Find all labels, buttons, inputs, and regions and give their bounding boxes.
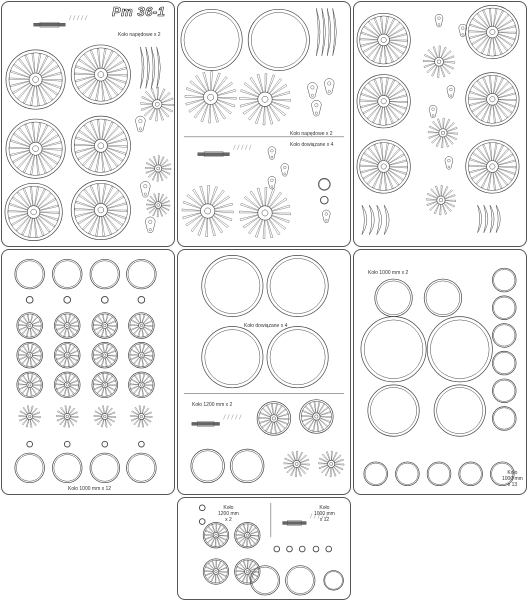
small-wheel-r3-4 bbox=[129, 372, 155, 398]
small-disc-1 bbox=[318, 178, 330, 190]
small-wheel-r2-4 bbox=[129, 342, 155, 368]
parts-sheet-4 bbox=[1, 249, 175, 495]
s7-wheel-2 bbox=[235, 523, 260, 548]
s7-tyre-2 bbox=[286, 566, 315, 595]
coupled-wheel-2 bbox=[357, 75, 410, 128]
sheet-2-caption-a: Koło napędowe x 2 bbox=[290, 131, 333, 137]
small-wheel-r3-3 bbox=[92, 372, 118, 398]
tyre-bottom-1 bbox=[15, 453, 45, 483]
tender-disc-1 bbox=[361, 317, 426, 382]
small-spokes-2 bbox=[56, 406, 78, 428]
small-wheel-r3-1 bbox=[17, 372, 43, 398]
crank-3 bbox=[145, 217, 155, 233]
coupled-spokes-1 bbox=[182, 185, 233, 236]
sheet-4-drawing bbox=[2, 250, 174, 494]
carrier-axle bbox=[192, 415, 241, 427]
small-disc-2 bbox=[320, 196, 328, 204]
tender-tyre-1 bbox=[375, 279, 413, 317]
coupled-tyre-2 bbox=[267, 255, 328, 316]
coupled-wheel-4 bbox=[466, 5, 519, 58]
parts-sheet-6 bbox=[353, 249, 527, 495]
tender-disc-4 bbox=[434, 385, 485, 436]
small-spokes-3 bbox=[94, 406, 116, 428]
spoke-star-1 bbox=[140, 87, 174, 121]
driving-wheel-4 bbox=[71, 116, 130, 175]
sheet-2-drawing bbox=[178, 2, 350, 246]
sheet-7-caption-b-line3: x 12 bbox=[319, 517, 330, 523]
s7-boss-2 bbox=[199, 519, 205, 525]
carrier-wheel-2 bbox=[300, 400, 334, 434]
driving-wheel-1 bbox=[6, 50, 65, 109]
small-wheel-r1-1 bbox=[17, 313, 43, 339]
coupled-wheel-3 bbox=[357, 140, 410, 193]
small-boss-1 bbox=[26, 296, 33, 303]
carrier-tyre-2 bbox=[230, 449, 264, 483]
driving-wheel-6 bbox=[71, 180, 130, 239]
tyre-top-2 bbox=[52, 259, 82, 289]
s7-small-ring-1 bbox=[274, 546, 280, 552]
tyre-top-3 bbox=[90, 259, 120, 289]
sheet-1-drawing bbox=[2, 2, 174, 246]
s7-small-ring-4 bbox=[313, 546, 319, 552]
s7-small-ring-5 bbox=[326, 546, 332, 552]
sheet-6-caption-b-line1: Koło bbox=[507, 470, 518, 476]
driving-tyre-1 bbox=[181, 9, 242, 70]
coupled-spokes-2 bbox=[239, 187, 290, 238]
driving-wheel-3 bbox=[6, 119, 65, 178]
sheet-2-caption-b: Koło dowiązane x 4 bbox=[290, 142, 334, 148]
small-boss-2 bbox=[64, 296, 71, 303]
tender-ring-side-4 bbox=[492, 351, 516, 375]
sheet-6-caption-b-line2: 1000 mm bbox=[502, 476, 523, 482]
sheet-6-caption-a: Koło 1000 mm x 2 bbox=[368, 270, 409, 276]
small-wheel-r2-3 bbox=[92, 342, 118, 368]
counterweight-arcs-4 bbox=[478, 205, 501, 233]
parts-sheet-1 bbox=[1, 1, 175, 247]
model-title: Pm 36-1 bbox=[112, 4, 166, 19]
small-boss-4 bbox=[138, 296, 145, 303]
crank-1 bbox=[135, 116, 145, 132]
parts-sheet-2 bbox=[177, 1, 351, 247]
driving-spokes-1 bbox=[185, 72, 236, 123]
s7-wheel-4 bbox=[235, 559, 260, 584]
small-spokes-4 bbox=[131, 406, 153, 428]
crank-8 bbox=[281, 164, 289, 177]
crank-2 bbox=[140, 181, 150, 197]
sheet-6-caption-b bbox=[502, 470, 523, 488]
tyre-top-4 bbox=[127, 259, 157, 289]
crank-11 bbox=[435, 14, 443, 27]
small-hub-3 bbox=[102, 441, 108, 447]
counterweight-arcs-3 bbox=[362, 205, 389, 235]
sheet-5-caption-b: Koło 1200 mm x 2 bbox=[192, 402, 233, 408]
parts-sheet-5 bbox=[177, 249, 351, 495]
coupled-tyre-4 bbox=[267, 327, 328, 388]
carrier-wheel-1 bbox=[257, 402, 291, 436]
tender-ring-side-1 bbox=[492, 268, 516, 292]
coupled-wheel-5 bbox=[466, 73, 519, 126]
s7-small-ring-3 bbox=[299, 546, 305, 552]
s7-wheel-3 bbox=[203, 559, 228, 584]
crank-6 bbox=[311, 100, 321, 116]
crank-14 bbox=[429, 105, 437, 118]
tyre-bottom-4 bbox=[127, 453, 157, 483]
coupled-wheel-1 bbox=[357, 13, 410, 66]
small-wheel-r2-1 bbox=[17, 342, 43, 368]
crank-9 bbox=[322, 210, 330, 223]
carrier-spokes-1 bbox=[284, 451, 310, 477]
small-wheel-r2-2 bbox=[54, 342, 80, 368]
spoke-star-6 bbox=[426, 185, 456, 215]
s7-small-ring-2 bbox=[287, 546, 293, 552]
small-wheel-r3-2 bbox=[54, 372, 80, 398]
sheet-3-drawing bbox=[354, 2, 526, 246]
tender-tyre-2 bbox=[424, 279, 462, 317]
crank-7 bbox=[268, 147, 276, 160]
small-wheel-r1-3 bbox=[92, 313, 118, 339]
counterweight-arcs-1 bbox=[140, 47, 160, 89]
tyre-bottom-2 bbox=[52, 453, 82, 483]
s7-wheel-1 bbox=[203, 523, 228, 548]
sheet-7-caption-b-line1: Koło bbox=[319, 505, 330, 511]
tender-ring-bottom-4 bbox=[459, 462, 483, 486]
small-hub-4 bbox=[138, 441, 144, 447]
sheet-7-caption-b-line2: 1000 mm bbox=[314, 511, 335, 517]
crank-15 bbox=[445, 157, 453, 170]
small-wheel-r1-2 bbox=[54, 313, 80, 339]
sheet-7-caption-a-line3: x 2 bbox=[225, 517, 232, 523]
sheet-6-drawing bbox=[354, 250, 526, 494]
small-hub-2 bbox=[64, 441, 70, 447]
spoke-star-2 bbox=[145, 156, 171, 182]
small-wheel-r1-4 bbox=[129, 313, 155, 339]
tender-ring-bottom-1 bbox=[364, 462, 388, 486]
driving-spokes-2 bbox=[239, 74, 290, 125]
spoke-star-3 bbox=[146, 193, 170, 217]
s7-tyre-3 bbox=[324, 571, 344, 591]
counterweight-arcs-2 bbox=[316, 8, 336, 55]
parts-sheet-7 bbox=[177, 497, 351, 600]
sheet-5-caption-a: Koło dowiązane x 4 bbox=[244, 323, 288, 329]
s7-boss-1 bbox=[199, 505, 205, 511]
tender-ring-side-5 bbox=[492, 379, 516, 403]
driving-wheel-5 bbox=[5, 183, 62, 240]
coupled-wheel-6 bbox=[466, 140, 519, 193]
crank-10 bbox=[268, 176, 276, 189]
sheet-7-caption-a-line1: Koło bbox=[223, 505, 234, 511]
coupled-tyre-3 bbox=[202, 327, 263, 388]
small-spokes-1 bbox=[19, 406, 41, 428]
tender-ring-bottom-3 bbox=[427, 462, 451, 486]
coupled-tyre-1 bbox=[202, 255, 263, 316]
carrier-spokes-2 bbox=[318, 451, 344, 477]
sheet-7-caption-a-line2: 1200 mm bbox=[218, 511, 239, 517]
driving-tyre-2 bbox=[248, 9, 309, 70]
small-hub-1 bbox=[27, 441, 33, 447]
sheet-7-caption-a bbox=[218, 505, 239, 523]
tender-ring-bottom-2 bbox=[396, 462, 420, 486]
sheet-4-caption: Koło 1000 mm x 12 bbox=[68, 486, 112, 492]
crank-13 bbox=[447, 85, 455, 98]
crank-4 bbox=[307, 82, 317, 98]
sheet-1-caption: Koło napędowe x 2 bbox=[118, 32, 161, 38]
tender-disc-2 bbox=[427, 317, 492, 382]
sheet-6-caption-b-line3: x 13 bbox=[507, 482, 518, 488]
driving-wheel-2 bbox=[71, 45, 130, 104]
sheet-7-caption-b bbox=[314, 505, 335, 523]
spoke-star-4 bbox=[423, 46, 455, 78]
coupled-axle bbox=[198, 145, 251, 157]
tender-ring-side-3 bbox=[492, 324, 516, 348]
driving-axle bbox=[34, 15, 87, 27]
tyre-top-1 bbox=[15, 259, 45, 289]
tender-disc-3 bbox=[368, 385, 419, 436]
sheet-5-drawing bbox=[178, 250, 350, 494]
tyre-bottom-3 bbox=[90, 453, 120, 483]
tender-ring-side-6 bbox=[492, 407, 516, 431]
tender-ring-side-2 bbox=[492, 296, 516, 320]
small-boss-3 bbox=[101, 296, 108, 303]
crank-5 bbox=[324, 79, 334, 95]
spoke-star-5 bbox=[428, 118, 458, 148]
carrier-tyre-1 bbox=[191, 449, 225, 483]
parts-sheet-3 bbox=[353, 1, 527, 247]
